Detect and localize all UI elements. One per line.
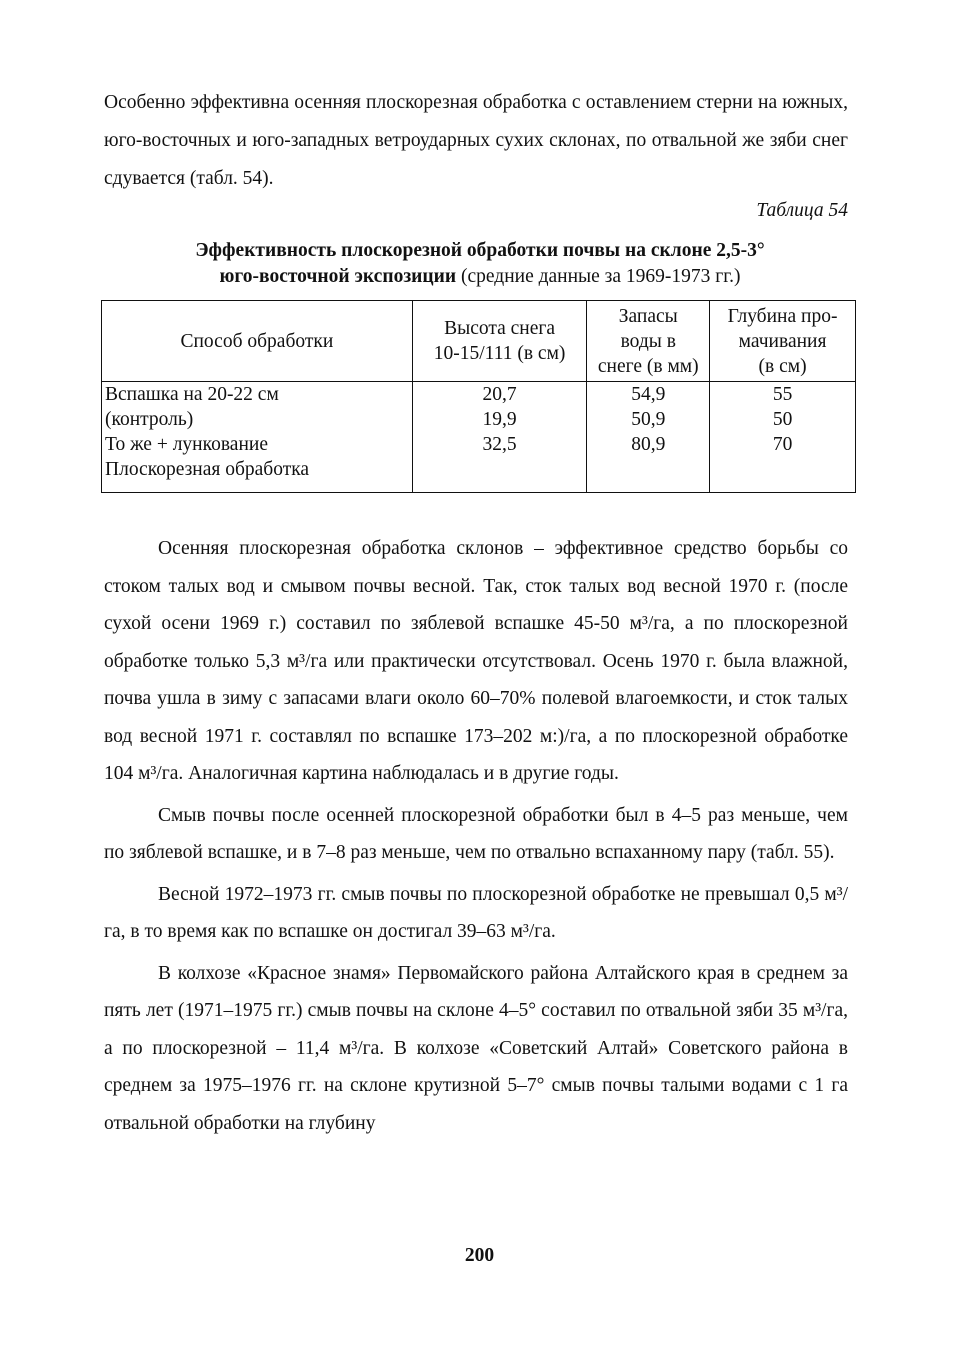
water-reserves-value: 50,9 [631, 409, 666, 430]
paragraph: Осенняя плоскорезная обработка склонов – эффективное средство борьбы со стоком талых вод и смывом почвы весной. Так, сток талых вод весной 1970 г. (после сухой осени 1969 г.) составил по зяблевой вспашке 45-50 м³/га, а по плоскорезной обработке только 5,3 м³/га или практически отсутствовал. Осень 1970 г. была влажной, почва ушла в зиму с запасами влаги около 60–70% полевой влагоемкости, и сток талых вод весной 1971 г. составлял по вспашке 173–202 м:)/га, а по плоскорезной обработке 104 м³/га. Аналогичная картина наблюдалась и в другие годы. [104, 538, 848, 784]
table-label: Таблица 54 [756, 200, 848, 221]
snow-height-value: 19,9 [482, 409, 517, 430]
table-title-bold-1: Эффективность плоскорезной обработки почвы на склоне 2,5-3° [195, 240, 765, 261]
table-title-normal: (средние данные за 1969-1973 гг.) [460, 266, 741, 287]
paragraph: Смыв почвы после осенней плоскорезной обработки был в 4–5 раз меньше, чем по зяблевой вспашке, и в 7–8 раз меньше, чем по отвально вспаханному пару (табл. 55). [104, 804, 848, 863]
soaking-depth-value: 70 [772, 434, 793, 455]
table-title [104, 238, 856, 290]
header-soaking-depth [710, 301, 856, 382]
method-holing: То же + лункование [105, 434, 268, 455]
header-water-line2: воды в [620, 330, 676, 352]
header-method: Способ обработки [102, 301, 413, 382]
method-plowing: Вспашка на 20-22 см [105, 384, 279, 405]
paragraph: Весной 1972–1973 гг. смыв почвы по плоскорезной обработке не превышал 0,5 м³/га, в то время как по вспашке он достигал 39–63 м³/га. [104, 883, 848, 942]
body-text [104, 530, 848, 1146]
header-snow-height-line2: 10-15/111 (в см) [433, 343, 566, 364]
header-depth-line3: (в см) [758, 355, 807, 377]
water-reserves-value: 80,9 [631, 434, 666, 455]
snow-height-cell [412, 382, 587, 493]
header-water-line1: Запасы [618, 305, 678, 327]
paragraph: В колхозе «Красное знамя» Первомайского района Алтайского края в среднем за пять лет (1971–1975 гг.) смыв почвы на склоне 4–5° составил по отвальной зяби 35 м³/га, а по плоскорезной – 11,4 м³/га. В колхозе «Советский Алтай» Советского района в среднем за 1975–1976 гг. на склоне крутизной 5–7° смыв почвы талыми водами с 1 га отвальной обработки на глубину [104, 962, 848, 1134]
water-reserves-cell [587, 382, 710, 493]
method-cell [102, 382, 413, 493]
table-row [102, 382, 856, 493]
header-depth-line2: мачивания [738, 330, 827, 352]
intro-paragraph: Особенно эффективна осенняя плоскорезная обработка с оставлением стерни на южных, юго-восточных и юго-западных ветроударных сухих склонах, по отвальной же зяби снег сдувается (табл. 54). [104, 92, 848, 189]
page-number: 200 [464, 1245, 495, 1266]
header-water-line3: снеге (в мм) [597, 355, 699, 377]
soaking-depth-value: 55 [772, 384, 793, 405]
soaking-depth-value: 50 [772, 409, 793, 430]
header-snow-height-line1: Высота снега [444, 318, 556, 339]
method-control: (контроль) [105, 409, 194, 430]
soaking-depth-cell [710, 382, 856, 493]
data-table [101, 300, 856, 493]
snow-height-value: 20,7 [482, 384, 517, 405]
header-depth-line1: Глубина про- [727, 305, 838, 327]
table-title-bold-2: юго-восточной экспозиции [219, 266, 457, 287]
method-flat-cut: Плоскорезная обработка [105, 459, 310, 480]
snow-height-value: 32,5 [482, 434, 517, 455]
header-water-reserves [587, 301, 710, 382]
table-header-row [102, 301, 856, 382]
header-snow-height [412, 301, 587, 382]
water-reserves-value: 54,9 [631, 384, 666, 405]
